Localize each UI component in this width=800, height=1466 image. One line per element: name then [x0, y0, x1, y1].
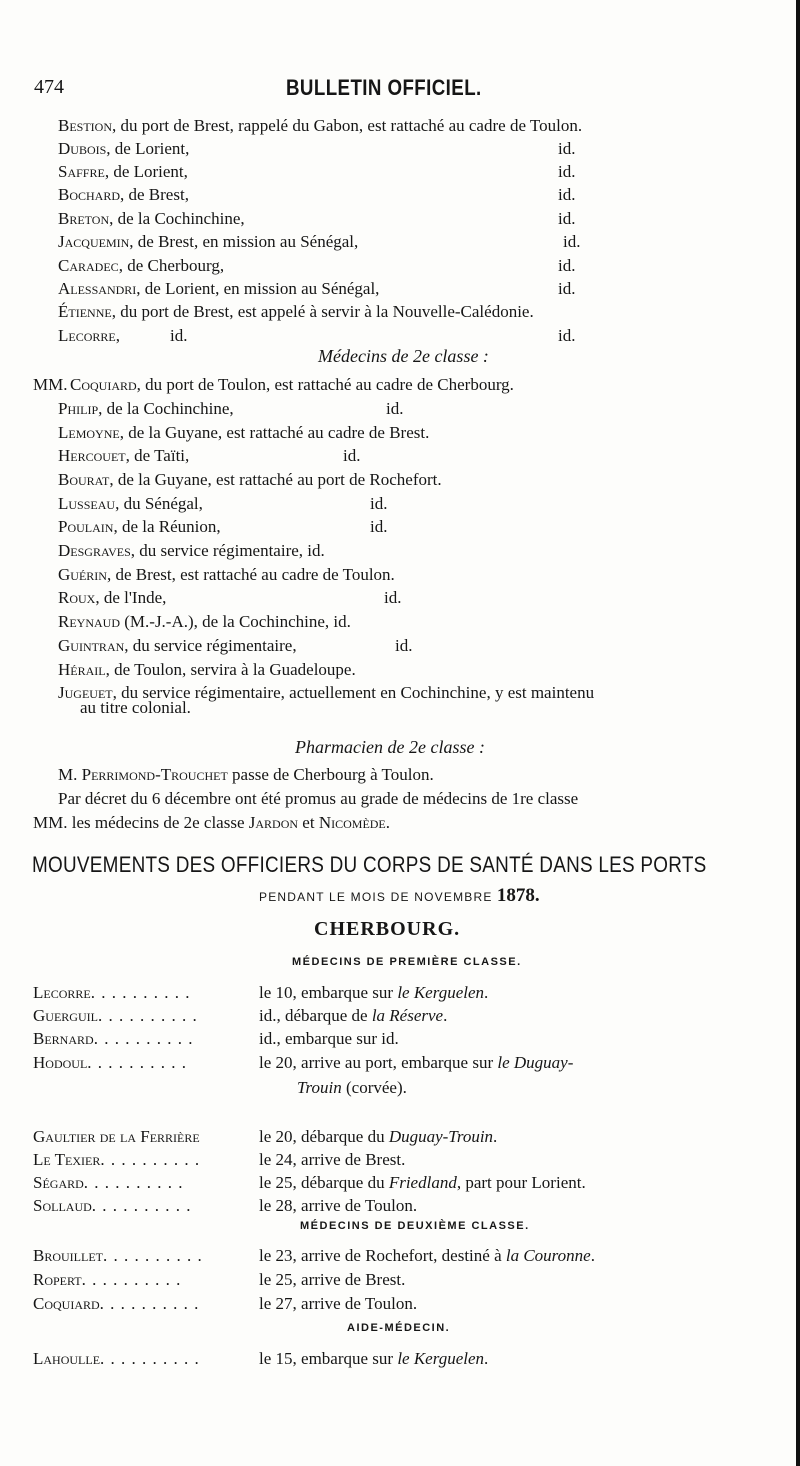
- group-title: MÉDECINS DE PREMIÈRE CLASSE.: [292, 956, 522, 968]
- leader-dots: . . . . . . . . . .: [91, 1196, 192, 1215]
- list-row: [58, 209, 245, 229]
- leader-dots: . . . . . . . . . .: [93, 1029, 194, 1048]
- decret-name2: Nicomède: [318, 813, 386, 832]
- entry-desc: [259, 1173, 586, 1193]
- list-row: [58, 517, 221, 537]
- entry-left: [33, 1127, 253, 1147]
- desc-end: .: [443, 1006, 448, 1025]
- person-name: Breton: [58, 209, 110, 228]
- page-edge-shadow: [796, 0, 800, 1466]
- entry-desc: [259, 1150, 405, 1170]
- row-text: ,: [115, 326, 120, 345]
- row-mid-id: id.: [170, 326, 188, 345]
- desc-text: le 15, embarque sur: [259, 1349, 398, 1368]
- entry-left: [33, 1150, 253, 1170]
- leader-dots: . . . . . . . . . .: [87, 1053, 188, 1072]
- pharmacien-line: [58, 765, 434, 785]
- entry-desc: [259, 1246, 595, 1266]
- leader-dots: . . . . . . . . . .: [90, 983, 191, 1002]
- row-id: id.: [395, 636, 413, 655]
- list-row: [58, 446, 189, 466]
- list-row: [58, 470, 442, 490]
- group-title: MÉDECINS DE DEUXIÈME CLASSE.: [300, 1220, 530, 1232]
- person-name: Alessandri: [58, 279, 137, 298]
- list-row: [58, 326, 120, 346]
- person-name: Gaultier de la Ferrière: [33, 1127, 200, 1146]
- row-text: , du service régimentaire, actuellement en Cochinchine, y est maintenu: [112, 683, 595, 702]
- desc-text: le 25, arrive de Brest.: [259, 1270, 406, 1289]
- person-name: Dubois: [58, 139, 107, 158]
- medecins2-heading: [318, 346, 489, 367]
- desc-italic: la Réserve: [371, 1006, 444, 1025]
- person-name: Desgraves: [58, 541, 131, 560]
- entry-left: [33, 1270, 253, 1290]
- entry-desc: [259, 1349, 488, 1369]
- list-row: [58, 494, 203, 514]
- row-text: , du port de Brest, est appelé à servir à la Nouvelle-Calédonie.: [111, 302, 534, 321]
- entry-left: [33, 1006, 253, 1026]
- entry-desc: [259, 1270, 405, 1290]
- list-row: [58, 660, 356, 680]
- desc-text: le 10, embarque sur: [259, 983, 398, 1002]
- person-name: Bourat: [58, 470, 110, 489]
- person-name: Reynaud: [58, 612, 120, 631]
- desc-italic: le Kerguelen: [397, 983, 485, 1002]
- row-text: , de Toulon, servira à la Guadeloupe.: [105, 660, 356, 679]
- mouvements-subtitle-year: 1878.: [496, 885, 540, 906]
- row-text: , de Brest, en mission au Sénégal,: [129, 232, 359, 251]
- list-row: [58, 139, 189, 159]
- desc-italic: le Kerguelen: [397, 1349, 485, 1368]
- person-name: Lecorre: [33, 983, 91, 1002]
- entry-desc: [259, 1053, 573, 1073]
- row-text: , du port de Brest, rappelé du Gabon, est rattaché au cadre de Toulon.: [112, 116, 583, 135]
- entry-desc: [259, 1029, 399, 1049]
- person-name: Lemoyne: [58, 423, 120, 442]
- row-text: , de Lorient,: [106, 139, 190, 158]
- entry-left: [33, 1173, 253, 1193]
- continuation-end: (corvée).: [341, 1078, 407, 1097]
- list-row: [58, 302, 534, 322]
- leader-dots: . . . . . . . . . .: [81, 1270, 182, 1289]
- desc-italic: la Couronne: [505, 1246, 591, 1265]
- row-id: id.: [563, 232, 581, 251]
- person-name: Coquiard: [33, 1294, 100, 1313]
- list-row: [70, 375, 514, 395]
- person-name: Lecorre: [58, 326, 116, 345]
- row-text: , de Taïti,: [125, 446, 190, 465]
- person-name: Roux: [58, 588, 96, 607]
- entry-desc: [259, 1006, 447, 1026]
- person-name: Bestion: [58, 116, 113, 135]
- entry-desc: [259, 983, 488, 1003]
- desc-text: le 27, arrive de Toulon.: [259, 1294, 418, 1313]
- row-text: , de la Cochinchine,: [98, 399, 234, 418]
- person-name: Jacquemin: [58, 232, 130, 251]
- row-text: , du service régimentaire,: [124, 636, 297, 655]
- leader-dots: . . . . . . . . . .: [103, 1246, 203, 1265]
- person-name: Le Texier: [33, 1150, 101, 1169]
- person-name: Bernard: [33, 1029, 94, 1048]
- entry-desc: [259, 1196, 417, 1216]
- list-row: [58, 588, 166, 608]
- row-id: id.: [558, 162, 576, 181]
- list-row: [58, 636, 297, 656]
- entry-desc: [259, 1294, 417, 1314]
- row-text: , de l'Inde,: [95, 588, 167, 607]
- decret-and: et: [298, 813, 319, 832]
- row-text: , de la Guyane, est rattaché au cadre de Brest.: [119, 423, 430, 442]
- desc-end: .: [590, 1246, 595, 1265]
- decret-name1: Jardon: [248, 813, 299, 832]
- page-number: 474: [34, 76, 64, 98]
- row-text: , de Lorient, en mission au Sénégal,: [136, 279, 380, 298]
- desc-end: .: [484, 983, 489, 1002]
- city-heading: CHERBOURG.: [314, 918, 461, 940]
- leader-dots: . . . . . . . . . .: [97, 1006, 198, 1025]
- row-id: id.: [558, 256, 576, 275]
- mouvements-subtitle: [259, 885, 540, 907]
- person-name: Philip: [58, 399, 99, 418]
- entry-desc: [259, 1127, 497, 1147]
- row-id: id.: [558, 209, 576, 228]
- mm-prefix: MM.: [33, 375, 68, 394]
- row-id: id.: [558, 139, 576, 158]
- desc-text: id., embarque sur id.: [259, 1029, 399, 1048]
- entry-left: [33, 1294, 253, 1314]
- desc-text: le 20, arrive au port, embarque sur: [259, 1053, 498, 1072]
- row-text: , de Brest, est rattaché au cadre de Toulon.: [106, 565, 395, 584]
- person-name: Guintran: [58, 636, 125, 655]
- person-name: Ségard: [33, 1173, 84, 1192]
- list-row: [58, 162, 188, 182]
- person-name: Sollaud: [33, 1196, 92, 1215]
- person-name: Guérin: [58, 565, 107, 584]
- row-text: , de Brest,: [120, 185, 189, 204]
- entry-left: [33, 983, 253, 1003]
- decret-prefix: MM. les médecins de 2e classe: [33, 813, 249, 832]
- list-row: [58, 423, 429, 443]
- list-row: [58, 116, 582, 136]
- desc-text: le 24, arrive de Brest.: [259, 1150, 406, 1169]
- person-name: Hodoul: [33, 1053, 88, 1072]
- entry-left: [33, 1029, 253, 1049]
- mouvements-subtitle-text: PENDANT LE MOIS DE NOVEMBRE: [259, 890, 493, 904]
- row-text: , de Lorient,: [104, 162, 188, 181]
- person-name: Poulain: [58, 517, 114, 536]
- person-name: Guerguil: [33, 1006, 98, 1025]
- leader-dots: . . . . . . . . . .: [83, 1173, 184, 1192]
- list-row: [58, 279, 379, 299]
- desc-end: .: [484, 1349, 489, 1368]
- row-id: id.: [558, 279, 576, 298]
- running-title: BULLETIN OFFICIEL.: [286, 75, 482, 100]
- row-id: id.: [558, 326, 576, 345]
- desc-end: .: [493, 1127, 498, 1146]
- pharmacien-heading: Pharmacien de 2e classe :: [295, 737, 485, 757]
- decret-line-1: Par décret du 6 décembre ont été promus au grade de médecins de 1re classe: [58, 789, 579, 808]
- row-text: , de Cherbourg,: [118, 256, 225, 275]
- person-name: Saffre: [58, 162, 105, 181]
- row-id: id.: [384, 588, 402, 607]
- desc-end: , part pour Lorient.: [456, 1173, 586, 1192]
- desc-italic: Duguay-Trouin: [388, 1127, 494, 1146]
- person-name: Lahoulle: [33, 1349, 101, 1368]
- person-name: Jugeuet: [58, 683, 113, 702]
- row-text: (M.-J.-A.), de la Cochinchine, id.: [120, 612, 351, 631]
- list-row: [58, 399, 234, 419]
- row-id: id.: [370, 517, 388, 536]
- row-text: , de la Cochinchine,: [109, 209, 245, 228]
- desc-text: id., débarque de: [259, 1006, 372, 1025]
- continuation-line: au titre colonial.: [80, 698, 191, 717]
- list-row: [58, 612, 351, 632]
- row-text: , du port de Toulon, est rattaché au cadre de Cherbourg.: [136, 375, 514, 394]
- person-name: Lusseau: [58, 494, 116, 513]
- list-row: [58, 232, 358, 252]
- decret-end: .: [385, 813, 391, 832]
- row-text: , du service régimentaire, id.: [130, 541, 325, 560]
- list-row: [58, 185, 189, 205]
- person-name: Hercouet: [58, 446, 126, 465]
- pharmacien-name: Perrimond-Trouchet: [81, 765, 228, 784]
- hodoul-continuation: [297, 1078, 407, 1098]
- continuation-italic: Trouin: [297, 1078, 342, 1097]
- entry-left: [33, 1349, 253, 1369]
- entry-left: [33, 1246, 253, 1266]
- medecins2-heading-text: Médecins de 2e classe :: [318, 346, 489, 366]
- pharmacien-prefix: M.: [58, 765, 82, 784]
- person-name: Hérail: [58, 660, 106, 679]
- row-id: id.: [343, 446, 361, 465]
- leader-dots: . . . . . . . . . .: [99, 1294, 200, 1313]
- person-name: Bochard: [58, 185, 121, 204]
- person-name: Coquiard: [70, 375, 137, 394]
- mouvements-title: MOUVEMENTS DES OFFICIERS DU CORPS DE SANTÉ DANS LES PORTS: [32, 852, 707, 877]
- desc-italic: Friedland: [388, 1173, 457, 1192]
- list-row: [58, 541, 325, 561]
- leader-dots: . . . . . . . . . .: [100, 1150, 201, 1169]
- entry-left: [33, 1196, 253, 1216]
- person-name: Brouillet: [33, 1246, 103, 1265]
- desc-text: le 23, arrive de Rochefort, destiné à: [259, 1246, 506, 1265]
- desc-italic: le Duguay-: [497, 1053, 574, 1072]
- person-name: Caradec: [58, 256, 119, 275]
- row-id: id.: [386, 399, 404, 418]
- row-id: id.: [558, 185, 576, 204]
- list-row: [58, 256, 224, 276]
- desc-text: le 20, débarque du: [259, 1127, 389, 1146]
- group-title: AIDE-MÉDECIN.: [347, 1322, 451, 1334]
- person-name: Étienne: [58, 302, 112, 321]
- row-text: , de la Réunion,: [113, 517, 221, 536]
- list-row: [58, 565, 395, 585]
- desc-text: le 28, arrive de Toulon.: [259, 1196, 418, 1215]
- row-id: id.: [370, 494, 388, 513]
- leader-dots: . . . . . . . . . .: [100, 1349, 200, 1368]
- pharmacien-text: passe de Cherbourg à Toulon.: [227, 765, 434, 784]
- row-text: , du Sénégal,: [115, 494, 203, 513]
- decret-line-2: [33, 813, 390, 833]
- entry-left: [33, 1053, 253, 1073]
- desc-text: le 25, débarque du: [259, 1173, 389, 1192]
- person-name: Ropert: [33, 1270, 82, 1289]
- row-text: , de la Guyane, est rattaché au port de Rochefort.: [109, 470, 442, 489]
